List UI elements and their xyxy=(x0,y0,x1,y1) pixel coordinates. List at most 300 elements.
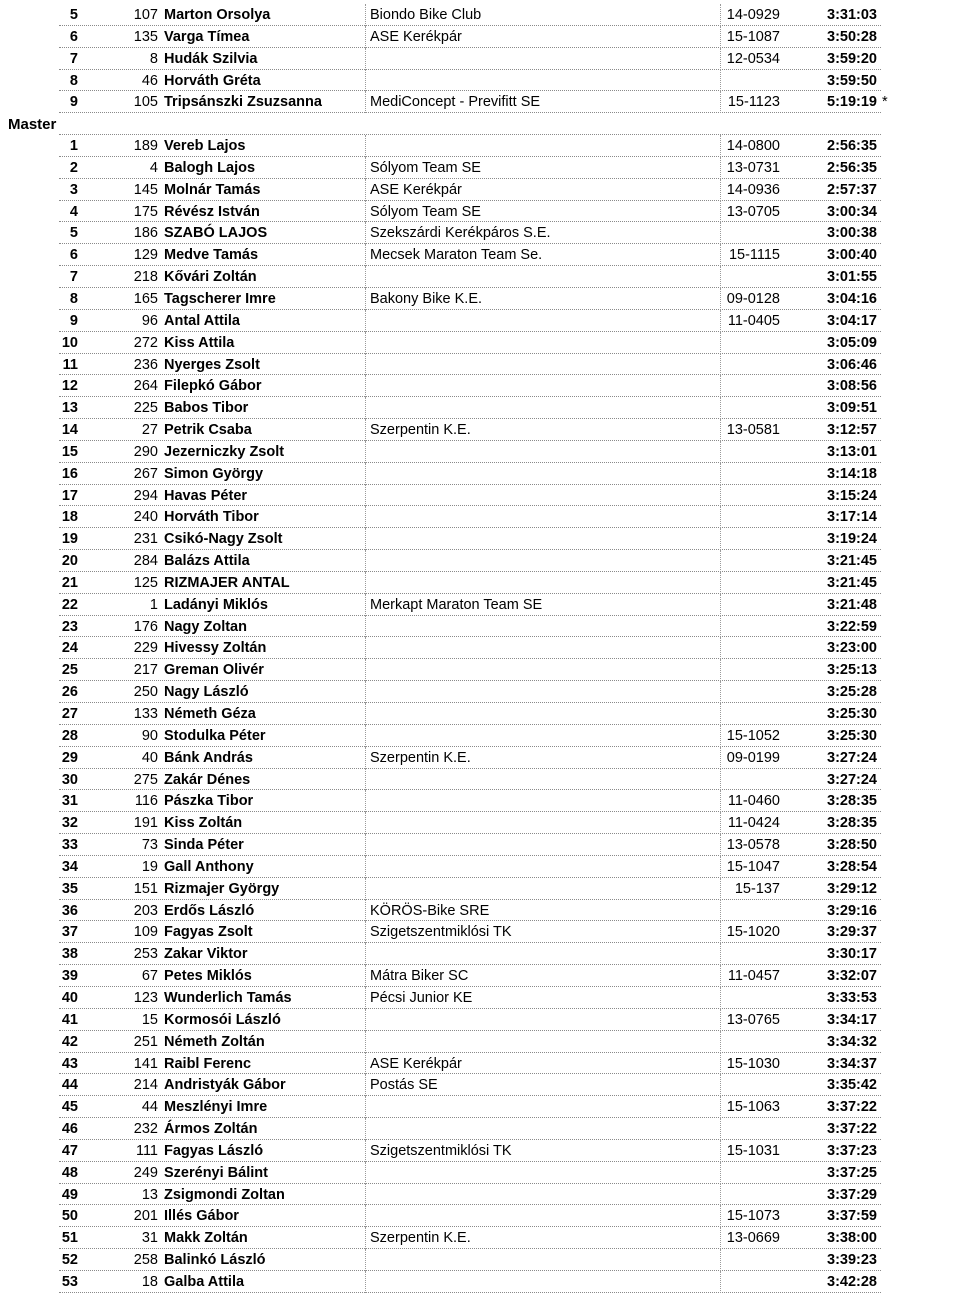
column-separator xyxy=(365,616,366,638)
finish-time-cell: 3:17:14 xyxy=(827,509,877,526)
rider-name-cell: Csikó-Nagy Zsolt xyxy=(164,531,283,548)
place-cell: 51 xyxy=(61,1230,78,1247)
place-cell: 48 xyxy=(61,1164,78,1181)
license-cell: 13-0581 xyxy=(726,422,780,439)
rider-name-cell: Fagyas László xyxy=(164,1142,264,1159)
license-cell: 13-0578 xyxy=(726,837,780,854)
column-separator xyxy=(365,725,366,747)
column-separator xyxy=(720,375,721,397)
license-cell xyxy=(700,222,780,244)
rider-name-cell: Fagyas Zsolt xyxy=(164,924,253,941)
finish-time-cell: 2:57:37 xyxy=(827,181,877,198)
rider-name-cell: Simon György xyxy=(164,465,264,482)
column-separator xyxy=(720,900,721,922)
column-separator xyxy=(720,1249,721,1271)
rider-name-cell: RIZMAJER ANTAL xyxy=(164,574,290,591)
rider-name-cell: Molnár Tamás xyxy=(164,181,261,198)
result-row xyxy=(0,1031,960,1053)
place-cell: 25 xyxy=(61,662,78,679)
club-cell xyxy=(370,1096,720,1118)
column-separator xyxy=(365,1162,366,1184)
rider-name-cell: Havas Péter xyxy=(164,487,248,504)
column-separator xyxy=(720,288,721,310)
license-cell: 15-1073 xyxy=(726,1208,780,1225)
column-separator xyxy=(720,594,721,616)
rider-name-cell: Zakár Dénes xyxy=(164,771,251,788)
result-row xyxy=(0,812,960,834)
start-number-cell: 1 xyxy=(149,596,158,613)
column-separator xyxy=(365,375,366,397)
result-row xyxy=(0,354,960,376)
column-separator xyxy=(365,1249,366,1271)
finish-time-cell: 3:39:23 xyxy=(827,1252,877,1269)
finish-time-cell: 2:56:35 xyxy=(827,159,877,176)
category-header-row xyxy=(0,113,960,135)
finish-time-cell: 3:21:45 xyxy=(827,553,877,570)
finish-time-cell: 3:28:35 xyxy=(827,815,877,832)
license-cell: 11-0405 xyxy=(727,312,780,329)
place-cell: 24 xyxy=(61,640,78,657)
place-cell: 21 xyxy=(61,574,78,591)
rider-name-cell: Medve Tamás xyxy=(164,247,259,264)
start-number-cell: 123 xyxy=(133,989,158,1006)
license-cell xyxy=(700,943,780,965)
column-separator xyxy=(720,1271,721,1293)
column-separator xyxy=(365,266,366,288)
club-cell xyxy=(370,1031,720,1053)
start-number-cell: 31 xyxy=(141,1230,158,1247)
result-row xyxy=(0,201,960,223)
place-cell: 31 xyxy=(61,793,78,810)
start-number-cell: 290 xyxy=(133,443,158,460)
column-separator xyxy=(720,703,721,725)
finish-time-cell: 3:25:30 xyxy=(827,706,877,722)
finish-time-cell: 3:35:42 xyxy=(827,1077,877,1094)
column-separator xyxy=(365,528,366,550)
start-number-cell: 240 xyxy=(133,509,158,526)
rider-name-cell: Greman Olivér xyxy=(164,662,264,679)
license-cell xyxy=(700,1074,780,1096)
rider-name-cell: Babos Tibor xyxy=(164,400,249,417)
start-number-cell: 251 xyxy=(133,1033,158,1050)
row-divider xyxy=(59,1292,881,1293)
license-cell: 13-0669 xyxy=(726,1230,780,1247)
start-number-cell: 214 xyxy=(133,1077,158,1094)
club-cell: Szerpentin K.E. xyxy=(370,422,471,439)
rider-name-cell: Jezerniczky Zsolt xyxy=(164,443,285,460)
result-row xyxy=(0,1249,960,1271)
column-separator xyxy=(365,1118,366,1140)
rider-name-cell: Hudák Szilvia xyxy=(164,50,258,67)
license-cell: 15-1123 xyxy=(727,94,780,111)
rider-name-cell: Petes Miklós xyxy=(164,968,252,985)
rider-name-cell: Meszlényi Imre xyxy=(164,1099,268,1116)
result-row xyxy=(0,921,960,943)
result-row xyxy=(0,419,960,441)
note-cell: * xyxy=(882,94,888,111)
result-row xyxy=(0,1184,960,1206)
license-cell xyxy=(700,550,780,572)
column-separator xyxy=(365,550,366,572)
column-separator xyxy=(720,397,721,419)
column-separator xyxy=(720,463,721,485)
column-separator xyxy=(720,506,721,528)
column-separator xyxy=(720,1053,721,1075)
license-cell xyxy=(700,769,780,791)
column-separator xyxy=(365,594,366,616)
column-separator xyxy=(720,878,721,900)
start-number-cell: 40 xyxy=(141,749,158,766)
club-cell xyxy=(370,48,720,70)
finish-time-cell: 3:04:17 xyxy=(827,312,877,329)
start-number-cell: 229 xyxy=(133,640,158,657)
start-number-cell: 96 xyxy=(141,312,158,329)
note-cell xyxy=(882,70,902,92)
place-cell: 42 xyxy=(61,1033,78,1050)
club-cell: ASE Kerékpár xyxy=(370,181,462,198)
start-number-cell: 189 xyxy=(133,138,158,155)
place-cell: 22 xyxy=(61,596,78,613)
finish-time-cell: 3:12:57 xyxy=(827,422,877,439)
column-separator xyxy=(720,659,721,681)
column-separator xyxy=(720,354,721,376)
result-row xyxy=(0,26,960,48)
license-cell: 15-1020 xyxy=(726,924,780,941)
column-separator xyxy=(365,637,366,659)
license-cell xyxy=(700,1118,780,1140)
rider-name-cell: Illés Gábor xyxy=(164,1208,239,1225)
start-number-cell: 44 xyxy=(141,1099,158,1116)
license-cell: 15-1030 xyxy=(726,1055,780,1072)
rider-name-cell: Galba Attila xyxy=(164,1273,245,1290)
finish-time-cell: 3:14:18 xyxy=(827,465,877,482)
finish-time-cell: 3:37:23 xyxy=(827,1142,877,1159)
column-separator xyxy=(365,1096,366,1118)
rider-name-cell: Rizmajer György xyxy=(164,880,280,897)
finish-time-cell: 3:27:24 xyxy=(827,771,877,788)
club-cell xyxy=(370,878,720,900)
finish-time-cell: 3:28:54 xyxy=(827,858,877,875)
finish-time-cell: 3:37:22 xyxy=(827,1099,877,1116)
club-cell xyxy=(370,485,720,507)
license-cell xyxy=(700,1249,780,1271)
rider-name-cell: Vereb Lajos xyxy=(164,138,246,155)
column-separator xyxy=(720,485,721,507)
result-row xyxy=(0,790,960,812)
rider-name-cell: Erdős László xyxy=(164,902,255,919)
club-cell xyxy=(370,1271,720,1293)
column-separator xyxy=(720,1184,721,1206)
column-separator xyxy=(720,4,721,26)
license-cell xyxy=(700,900,780,922)
finish-time-cell: 3:37:59 xyxy=(827,1208,877,1225)
result-row xyxy=(0,1118,960,1140)
category-label: Master xyxy=(8,116,57,134)
license-cell: 15-1115 xyxy=(728,247,780,264)
result-row xyxy=(0,91,960,113)
finish-time-cell: 2:56:35 xyxy=(827,138,877,155)
finish-time-cell: 3:34:17 xyxy=(827,1011,877,1028)
column-separator xyxy=(365,222,366,244)
column-separator xyxy=(365,91,366,113)
place-cell: 7 xyxy=(69,50,78,67)
rider-name-cell: Marton Orsolya xyxy=(164,7,271,23)
place-cell: 6 xyxy=(69,28,78,45)
license-cell xyxy=(700,70,780,92)
club-cell xyxy=(370,506,720,528)
club-cell: Szerpentin K.E. xyxy=(370,1230,471,1247)
rider-name-cell: Balinkó László xyxy=(164,1252,266,1269)
license-cell xyxy=(700,1271,780,1293)
rider-name-cell: Makk Zoltán xyxy=(164,1230,248,1247)
place-cell: 15 xyxy=(61,443,78,460)
club-cell: Postás SE xyxy=(370,1077,438,1094)
column-separator xyxy=(720,1009,721,1031)
result-row xyxy=(0,1227,960,1249)
column-separator xyxy=(720,965,721,987)
result-row xyxy=(0,572,960,594)
column-separator xyxy=(720,943,721,965)
finish-time-cell: 3:34:37 xyxy=(827,1055,877,1072)
place-cell: 44 xyxy=(61,1077,78,1094)
club-cell: Merkapt Maraton Team SE xyxy=(370,596,543,613)
result-row xyxy=(0,288,960,310)
column-separator xyxy=(365,4,366,26)
place-cell: 14 xyxy=(61,422,78,439)
column-separator xyxy=(365,943,366,965)
result-row xyxy=(0,266,960,288)
finish-time-cell: 3:00:34 xyxy=(827,203,877,220)
license-cell xyxy=(700,594,780,616)
start-number-cell: 19 xyxy=(141,858,158,875)
column-separator xyxy=(720,528,721,550)
license-cell: 15-1087 xyxy=(726,28,780,45)
club-cell: Mecsek Maraton Team Se. xyxy=(370,247,543,264)
column-separator xyxy=(365,921,366,943)
club-cell: Szigetszentmiklósi TK xyxy=(370,924,512,941)
place-cell: 36 xyxy=(61,902,78,919)
column-separator xyxy=(720,179,721,201)
column-separator xyxy=(720,222,721,244)
place-cell: 52 xyxy=(61,1252,78,1269)
start-number-cell: 253 xyxy=(133,946,158,963)
license-cell: 13-0731 xyxy=(726,159,780,176)
column-separator xyxy=(720,332,721,354)
place-cell: 3 xyxy=(69,181,78,198)
license-cell: 14-0800 xyxy=(726,138,780,155)
finish-time-cell: 3:08:56 xyxy=(827,378,877,395)
rider-name-cell: Zsigmondi Zoltan xyxy=(164,1186,285,1203)
license-cell: 12-0534 xyxy=(726,50,780,67)
result-row xyxy=(0,70,960,92)
start-number-cell: 258 xyxy=(133,1252,158,1269)
column-separator xyxy=(720,790,721,812)
license-cell: 15-1031 xyxy=(726,1142,780,1159)
finish-time-cell: 3:31:03 xyxy=(827,7,877,23)
place-cell: 45 xyxy=(61,1099,78,1116)
finish-time-cell: 3:25:13 xyxy=(827,662,877,679)
license-cell xyxy=(700,1184,780,1206)
place-cell: 50 xyxy=(61,1208,78,1225)
finish-time-cell: 3:32:07 xyxy=(827,968,877,985)
finish-time-cell: 3:05:09 xyxy=(827,334,877,351)
club-cell xyxy=(370,1184,720,1206)
place-cell: 30 xyxy=(61,771,78,788)
result-row xyxy=(0,506,960,528)
place-cell: 40 xyxy=(61,989,78,1006)
column-separator xyxy=(720,856,721,878)
rider-name-cell: Németh Zoltán xyxy=(164,1033,265,1050)
start-number-cell: 90 xyxy=(141,727,158,744)
license-cell xyxy=(700,397,780,419)
column-separator xyxy=(720,550,721,572)
place-cell: 13 xyxy=(61,400,78,417)
note-cell xyxy=(882,26,902,48)
column-separator xyxy=(365,1074,366,1096)
result-row xyxy=(0,943,960,965)
club-cell xyxy=(370,332,720,354)
finish-time-cell: 3:23:00 xyxy=(827,640,877,657)
rider-name-cell: Ármos Zoltán xyxy=(164,1121,258,1138)
finish-time-cell: 3:42:28 xyxy=(827,1273,877,1290)
club-cell xyxy=(370,681,720,703)
license-cell: 11-0460 xyxy=(727,793,780,810)
club-cell xyxy=(370,1205,720,1227)
start-number-cell: 284 xyxy=(133,553,158,570)
column-separator xyxy=(365,747,366,769)
club-cell: ASE Kerékpár xyxy=(370,1055,462,1072)
column-separator xyxy=(365,506,366,528)
place-cell: 28 xyxy=(61,727,78,744)
finish-time-cell: 3:00:38 xyxy=(827,225,877,242)
start-number-cell: 135 xyxy=(133,28,158,45)
result-row xyxy=(0,244,960,266)
finish-time-cell: 3:28:35 xyxy=(827,793,877,810)
master-category-rows xyxy=(0,135,960,1293)
place-cell: 53 xyxy=(61,1273,78,1290)
place-cell: 9 xyxy=(69,94,78,111)
place-cell: 7 xyxy=(69,269,78,286)
club-cell xyxy=(370,725,720,747)
start-number-cell: 15 xyxy=(141,1011,158,1028)
result-row xyxy=(0,1074,960,1096)
start-number-cell: 46 xyxy=(141,72,158,89)
previous-category-rows xyxy=(0,4,960,113)
column-separator xyxy=(720,1074,721,1096)
column-separator xyxy=(365,987,366,1009)
club-cell xyxy=(370,463,720,485)
club-cell: Sólyom Team SE xyxy=(370,203,481,220)
license-cell: 15-1052 xyxy=(726,727,780,744)
start-number-cell: 201 xyxy=(133,1208,158,1225)
license-cell: 15-1063 xyxy=(726,1099,780,1116)
finish-time-cell: 3:00:40 xyxy=(827,247,877,264)
finish-time-cell: 3:25:28 xyxy=(827,684,877,701)
rider-name-cell: Raibl Ferenc xyxy=(164,1055,252,1072)
start-number-cell: 218 xyxy=(133,269,158,286)
rider-name-cell: Wunderlich Tamás xyxy=(164,989,292,1006)
result-row xyxy=(0,463,960,485)
finish-time-cell: 3:34:32 xyxy=(827,1033,877,1050)
column-separator xyxy=(720,725,721,747)
start-number-cell: 225 xyxy=(133,400,158,417)
finish-time-cell: 3:09:51 xyxy=(827,400,877,417)
column-separator xyxy=(365,1053,366,1075)
start-number-cell: 175 xyxy=(133,203,158,220)
column-separator xyxy=(365,1184,366,1206)
result-row xyxy=(0,1096,960,1118)
result-row xyxy=(0,528,960,550)
start-number-cell: 107 xyxy=(133,7,158,23)
column-separator xyxy=(365,135,366,157)
license-cell xyxy=(700,354,780,376)
finish-time-cell: 3:29:16 xyxy=(827,902,877,919)
place-cell: 19 xyxy=(61,531,78,548)
start-number-cell: 186 xyxy=(133,225,158,242)
column-separator xyxy=(720,987,721,1009)
club-cell xyxy=(370,70,720,92)
rider-name-cell: Németh Géza xyxy=(164,706,256,722)
column-separator xyxy=(365,48,366,70)
place-cell: 34 xyxy=(61,858,78,875)
rider-name-cell: Sinda Péter xyxy=(164,837,244,854)
column-separator xyxy=(365,1140,366,1162)
club-cell: Sólyom Team SE xyxy=(370,159,481,176)
finish-time-cell: 3:50:28 xyxy=(827,28,877,45)
license-cell: 11-0424 xyxy=(727,815,780,832)
license-cell: 09-0199 xyxy=(726,749,780,766)
column-separator xyxy=(365,1271,366,1293)
rider-name-cell: Gall Anthony xyxy=(164,858,254,875)
license-cell: 15-137 xyxy=(734,880,780,897)
start-number-cell: 125 xyxy=(133,574,158,591)
club-cell: ASE Kerékpár xyxy=(370,28,462,45)
column-separator xyxy=(365,769,366,791)
club-cell: Szekszárdi Kerékpáros S.E. xyxy=(370,225,551,242)
column-separator xyxy=(720,26,721,48)
finish-time-cell: 3:22:59 xyxy=(827,618,877,635)
rider-name-cell: Kővári Zoltán xyxy=(164,269,257,286)
club-cell xyxy=(370,354,720,376)
start-number-cell: 151 xyxy=(133,880,158,897)
club-cell: MediConcept - Previfitt SE xyxy=(370,94,541,111)
column-separator xyxy=(720,812,721,834)
rider-name-cell: Kiss Zoltán xyxy=(164,815,243,832)
club-cell xyxy=(370,812,720,834)
club-cell xyxy=(370,856,720,878)
license-cell: 14-0936 xyxy=(726,181,780,198)
club-cell xyxy=(370,834,720,856)
column-separator xyxy=(365,26,366,48)
result-row xyxy=(0,856,960,878)
start-number-cell: 217 xyxy=(133,662,158,679)
column-separator xyxy=(365,703,366,725)
result-row xyxy=(0,965,960,987)
place-cell: 43 xyxy=(61,1055,78,1072)
place-cell: 38 xyxy=(61,946,78,963)
column-separator xyxy=(720,48,721,70)
start-number-cell: 73 xyxy=(141,837,158,854)
column-separator xyxy=(365,419,366,441)
place-cell: 26 xyxy=(61,684,78,701)
start-number-cell: 105 xyxy=(133,94,158,111)
license-cell: 13-0765 xyxy=(726,1011,780,1028)
result-row xyxy=(0,550,960,572)
note-cell xyxy=(882,4,902,26)
club-cell xyxy=(370,397,720,419)
license-cell: 11-0457 xyxy=(727,968,780,985)
club-cell: Mátra Biker SC xyxy=(370,968,469,985)
